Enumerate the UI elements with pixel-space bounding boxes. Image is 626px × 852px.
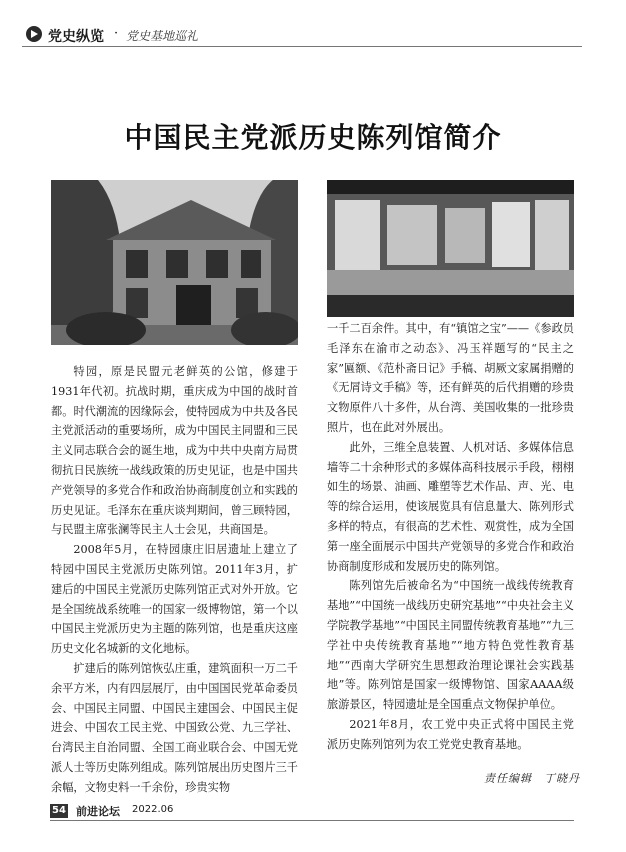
right-text-column — [327, 319, 574, 755]
running-header — [22, 22, 582, 48]
paragraph: 陈列馆先后被命名为“中国统一战线传统教育基地”“中国统一战线历史研究基地”“中央社会主义学院教学基地”“中国民主同盟传统教育基地”“九三学社中央传统教育基地”“地方特色党性教育基地”“西南大学研究生思想政治理论课社会实践基地”等。陈列馆是国家一级博物馆、国家AAAA级旅游景区，特园遗址是全国重点文物保护单位。 — [327, 579, 574, 712]
page-number: 54 — [50, 804, 68, 818]
museum-building-photo — [51, 180, 298, 345]
paragraph: 2008年5月，在特园康庄旧居遗址上建立了特园中国民主党派历史陈列馆。2011年3月，扩建后的中国民主党派历史陈列馆正式对外开放。它是全国统战系统唯一的国家一级博物馆，第一个以中国民主党派历史为主题的陈列馆，也是重庆这座历史文化名城新的文化地标。 — [51, 543, 298, 656]
paragraph: 一千二百余件。其中，有“镇馆之宝”——《参政员毛泽东在渝市之动态》、冯玉祥题写的“民主之家”匾额、《范朴斋日记》手稿、胡厥文家属捐赠的《无屑诗文手稿》等，还有鲜英的后代捐赠的珍贵文物原件八十多件，从台湾、美国收集的一批珍贵照片，也在此对外展出。 — [327, 322, 574, 434]
paragraph: 2021年8月，农工党中央正式将中国民主党派历史陈列馆列为农工党党史教育基地。 — [327, 717, 574, 751]
arrow-circle-icon — [26, 26, 42, 42]
editor-credit: 责任编辑 丁晓丹 — [484, 772, 580, 785]
page-footer — [50, 798, 610, 822]
paragraph: 特园，原是民盟元老鲜英的公馆，修建于1931年代初。抗战时期，重庆成为中国的战时首都。时代潮流的因缘际会，使特园成为中共及各民主党派活动的重要场所，成为中国民主同盟和三民主义同志联合会的诞生地，成为中共中央南方局贯彻抗日民族统一战线政策的历史见证，也是中国共产党领导的多党合作和政治协商制度创立和实践的历史见证。毛泽东在重庆谈判期间，曾三顾特园，与民盟主席张澜等民主人士会见，共商国是。 — [51, 365, 298, 537]
exhibition-hall-photo — [327, 180, 574, 317]
section-name: 党史纵览 — [48, 29, 104, 45]
exhibit-illustration — [327, 180, 574, 317]
paragraph: 扩建后的陈列馆恢弘庄重，建筑面积一万二千余平方米，内有四层展厅，由中国国民党革命委员会、中国民主同盟、中国民主建国会、中国民主促进会、中国农工民主党、中国致公党、九三学社、台湾民主自治同盟、全国工商业联合会、中国无党派人士等历史陈列组成。陈列馆展出历史图片三千余幅，文物史料一千余份，珍贵实物 — [51, 661, 298, 794]
building-illustration — [51, 180, 298, 345]
article-title: 中国民主党派历史陈列馆简介 — [124, 121, 502, 154]
section-separator: · — [114, 26, 119, 41]
magazine-name: 前进论坛 — [76, 805, 120, 818]
subsection-name: 党史基地巡礼 — [126, 29, 199, 43]
paragraph: 此外，三维全息装置、人机对话、多媒体信息墙等二十余种形式的多媒体高科技展示手段，栩栩如生的场景、油画、雕塑等艺术作品、声、光、电等的综合运用，使该展览具有信息量大、陈列形式多样的特点，有很高的艺术性、观赏性，成为全国第一座全面展示中国共产党领导的多党合作和政治协商制度形成和发展历史的陈列馆。 — [327, 440, 574, 573]
issue-number: 2022.06 — [132, 804, 174, 815]
header-rule — [22, 46, 582, 47]
footer-rule — [50, 820, 574, 821]
left-text-column — [51, 362, 298, 798]
